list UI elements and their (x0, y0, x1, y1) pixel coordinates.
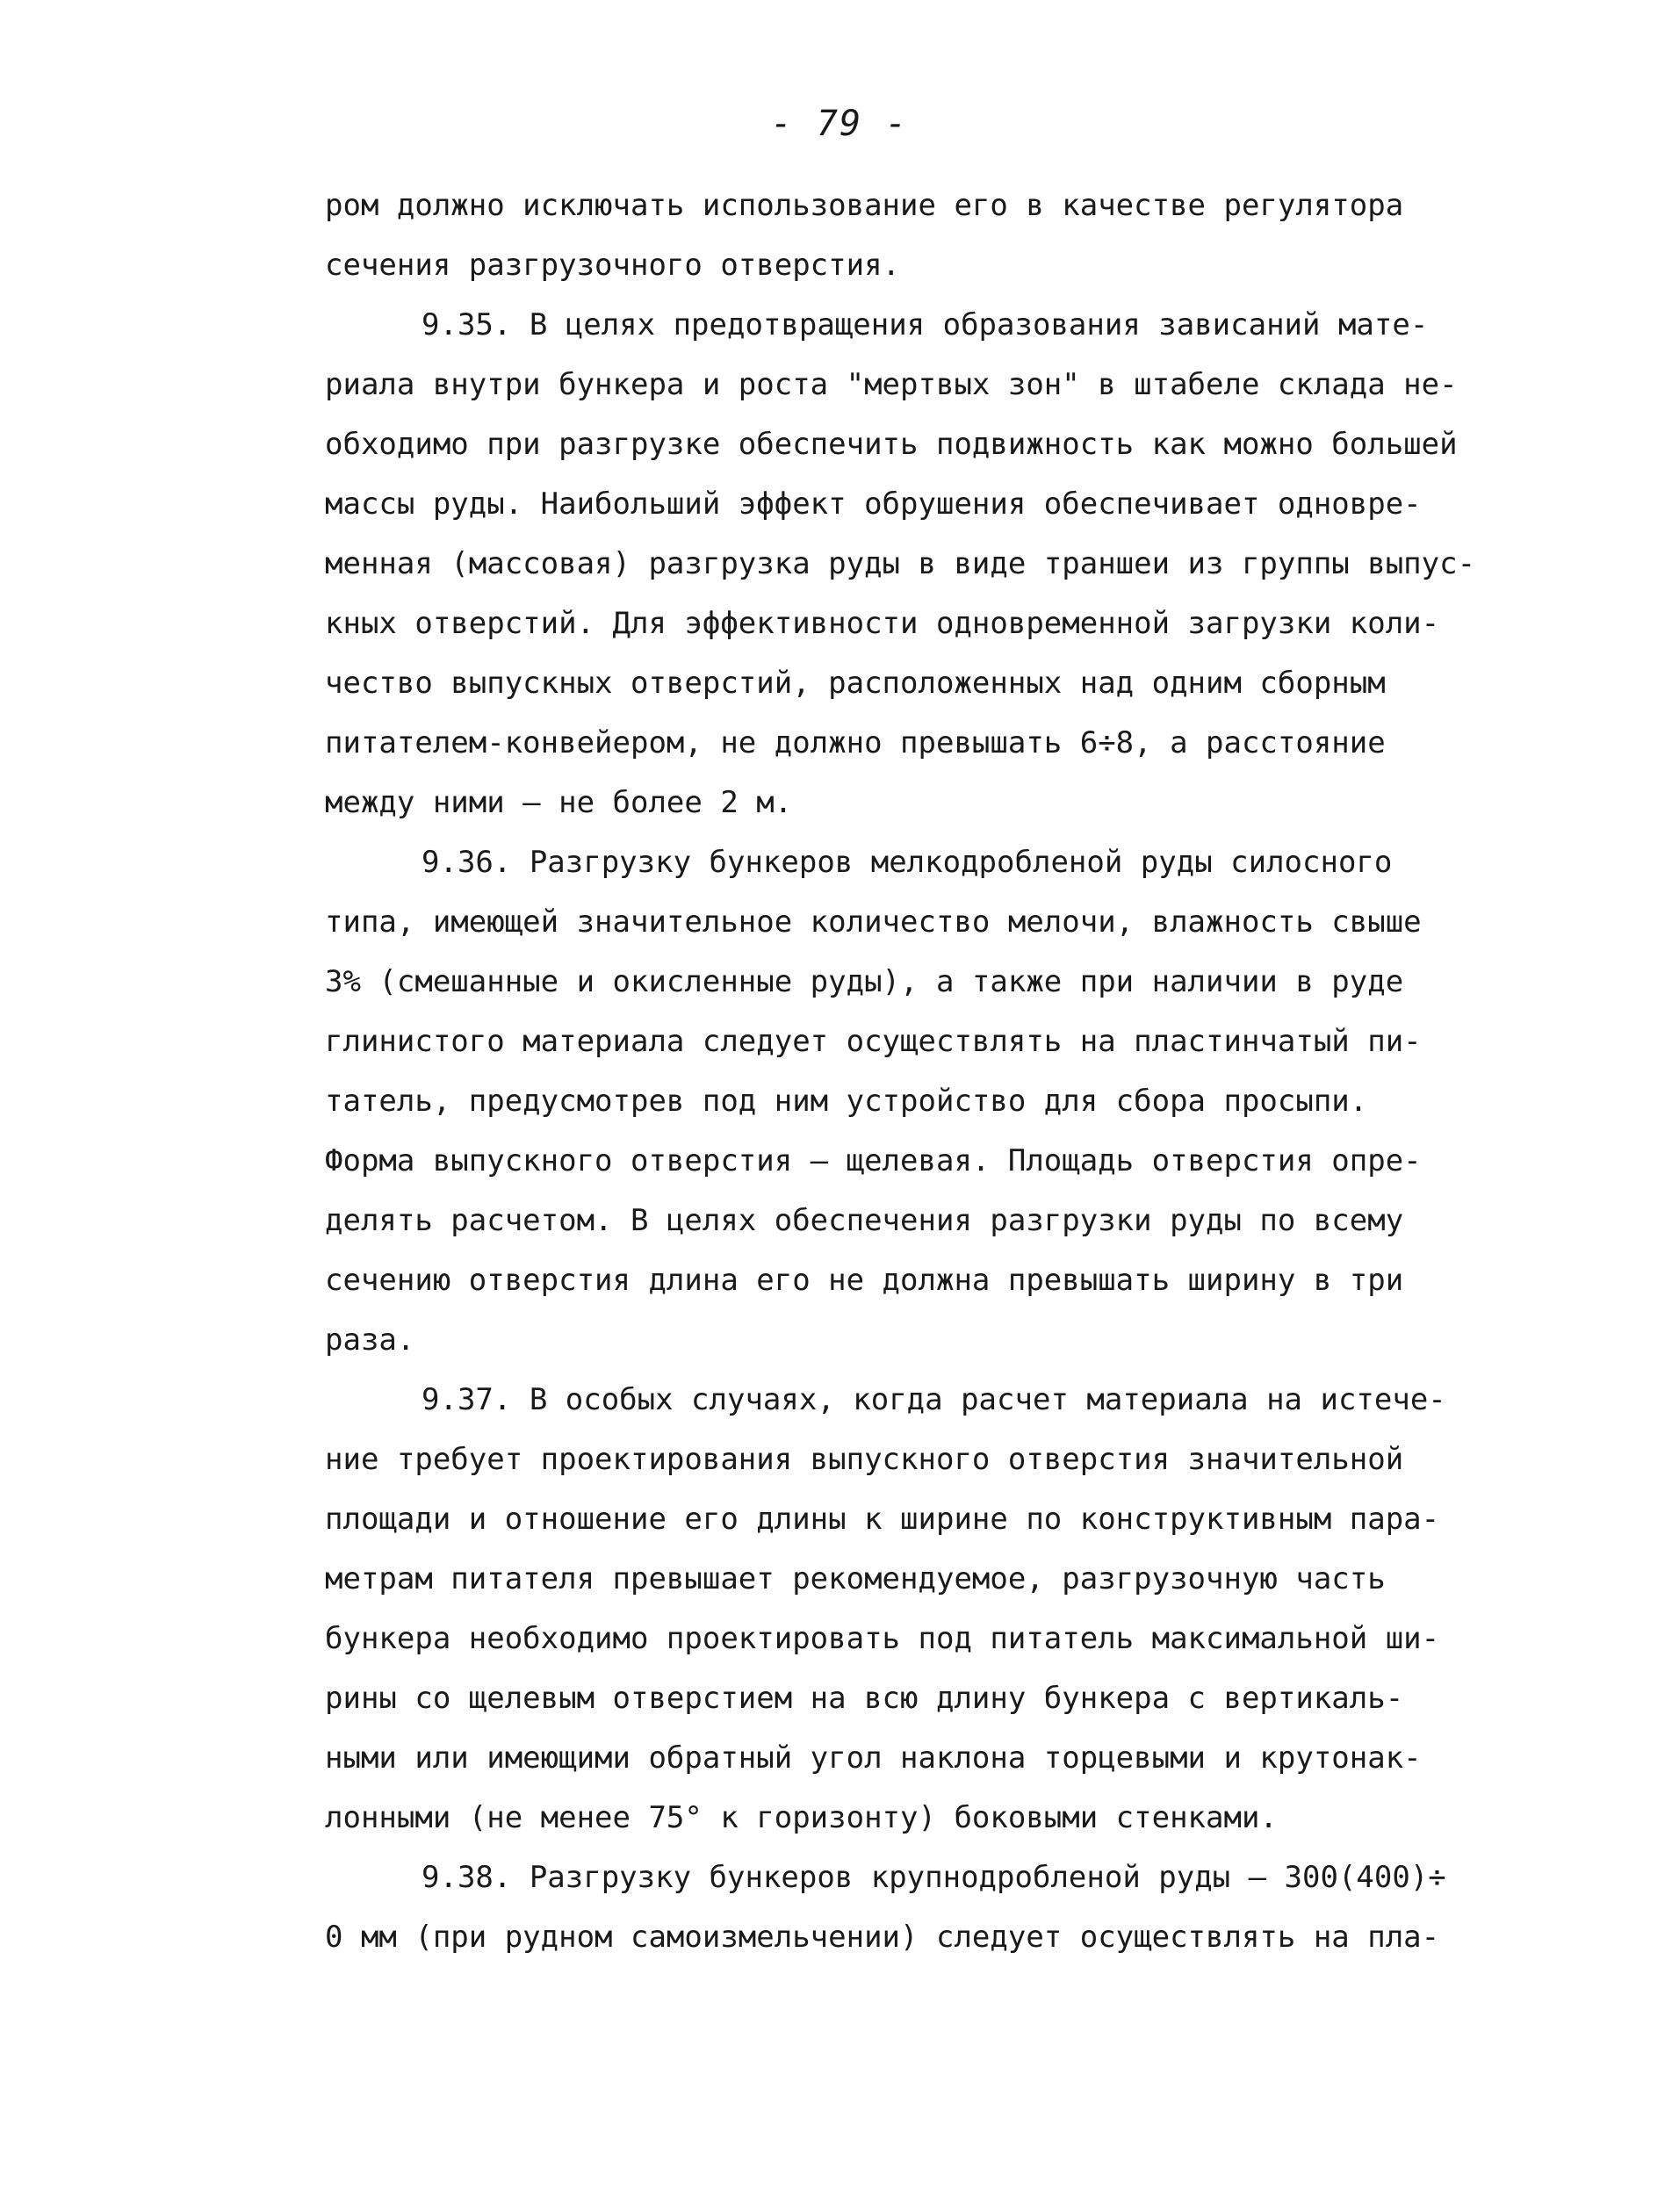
text-line: между ними – не более 2 м. (325, 785, 793, 820)
paragraph-start-9-37: 9.37. В особых случаях, когда расчет материала на истече- (422, 1382, 1446, 1417)
text-line: кных отверстий. Для эффективности одновременной загрузки коли- (325, 606, 1440, 641)
page-number: - 79 - (770, 104, 909, 144)
text-line: ными или имеющими обратный угол наклона торцевыми и крутонак- (325, 1740, 1422, 1776)
text-line: типа, имеющей значительное количество мелочи, влажность свыше (325, 904, 1422, 940)
text-line: бункера необходимо проектировать под питатель максимальной ши- (325, 1621, 1440, 1656)
text-line: сечения разгрузочного отверстия. (325, 248, 901, 283)
text-line: менная (массовая) разгрузка руды в виде траншеи из группы выпус- (325, 546, 1476, 581)
text-line: риала внутри бункера и роста "мертвых зон" в штабеле склада не- (325, 367, 1458, 402)
text-line: питателем-конвейером, не должно превышать 6÷8, а расстояние (325, 725, 1386, 760)
text-line: метрам питателя превышает рекомендуемое, разгрузочную часть (325, 1561, 1386, 1596)
text-line: массы руды. Наибольший эффект обрушения обеспечивает одновре- (325, 486, 1422, 522)
text-line: 0 мм (при рудном самоизмельчении) следует осуществлять на пла- (325, 1920, 1440, 1955)
text-line: сечению отверстия длина его не должна превышать ширину в три (325, 1263, 1404, 1298)
text-line: делять расчетом. В целях обеспечения разгрузки руды по всему (325, 1203, 1404, 1238)
document-body (325, 176, 1493, 1967)
text-line: обходимо при разгрузке обеспечить подвижность как можно большей (325, 427, 1458, 462)
paragraph-start-9-35: 9.35. В целях предотвращения образования зависаний мате- (422, 307, 1429, 342)
text-line: ние требует проектирования выпускного отверстия значительной (325, 1442, 1404, 1477)
text-line: 3% (смешанные и окисленные руды), а также при наличии в руде (325, 964, 1404, 999)
text-line: татель, предусмотрев под ним устройство для сбора просыпи. (325, 1084, 1368, 1119)
text-line: лонными (не менее 75° к горизонту) боковыми стенками. (325, 1800, 1278, 1835)
text-line: ром должно исключать использование его в качестве регулятора (325, 188, 1404, 223)
text-line: рины со щелевым отверстием на всю длину бункера с вертикаль- (325, 1681, 1404, 1716)
text-line: Форма выпускного отверстия – щелевая. Площадь отверстия опре- (325, 1143, 1422, 1178)
text-line: площади и отношение его длины к ширине по конструктивным пара- (325, 1502, 1440, 1537)
text-line: глинистого материала следует осуществлять на пластинчатый пи- (325, 1024, 1422, 1059)
text-line: чество выпускных отверстий, расположенных над одним сборным (325, 666, 1386, 701)
text-line: раза. (325, 1322, 415, 1358)
paragraph-start-9-36: 9.36. Разгрузку бункеров мелкодробленой руды силосного (422, 845, 1393, 880)
paragraph-start-9-38: 9.38. Разгрузку бункеров крупнодробленой руды – 300(400)÷ (422, 1860, 1446, 1895)
